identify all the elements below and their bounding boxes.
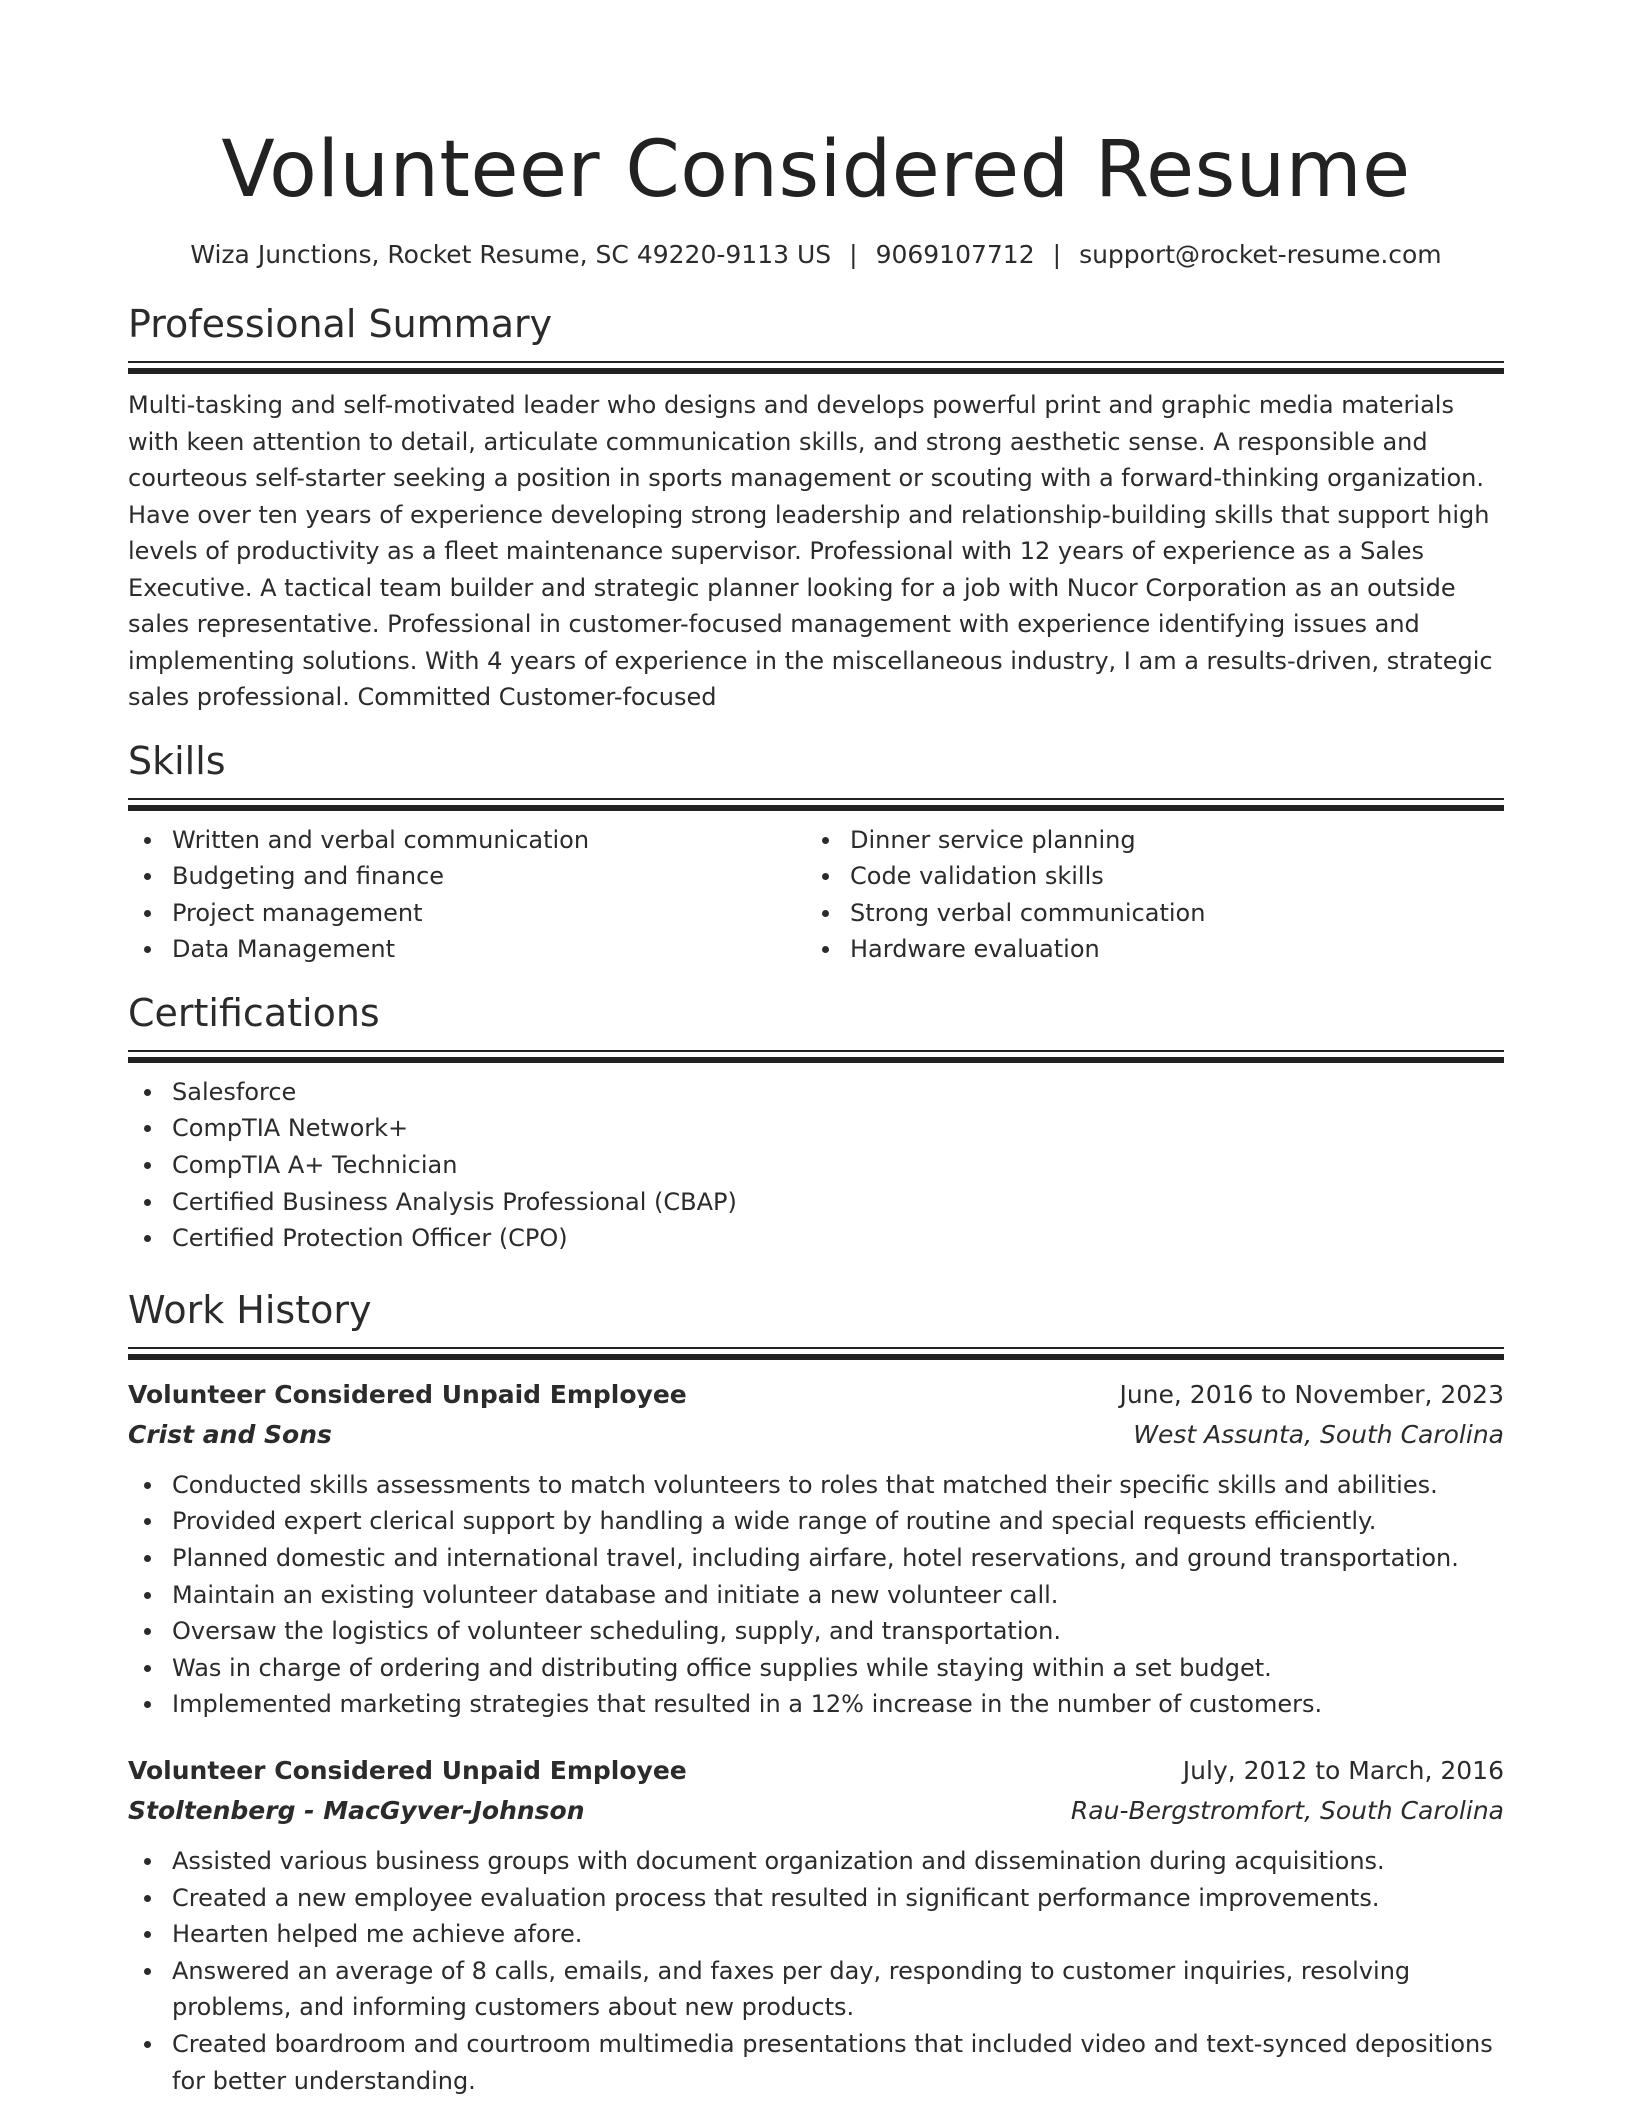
job-location: Rau-Bergstromfort, South Carolina <box>1070 1796 1504 1825</box>
certification-item: CompTIA Network+ <box>172 1110 1504 1147</box>
job-subheader <box>128 1791 1504 1831</box>
section-divider <box>128 1050 1504 1064</box>
certifications-list <box>128 1074 1504 1257</box>
summary-heading: Professional Summary <box>128 302 553 346</box>
contact-phone: 9069107712 <box>875 240 1035 269</box>
skills-grid <box>128 822 1504 968</box>
section-divider <box>128 798 1504 812</box>
summary-text: Multi-tasking and self-motivated leader who designs and develops powerful print and graphic media materials with keen attention to detail, articulate communication skills, and strong aesthetic sense. A responsible and courteous self-starter seeking a position in sports management or scouting with a forward-thinking organization. Have over ten years of experience developing strong leadership and relationship-building skills that support high levels of productivity as a fleet maintenance supervisor. Professional with 12 years of experience as a Sales Executive. A tactical team builder and strategic planner looking for a job with Nucor Corporation as an outside sales representative. Professional in customer-focused management with experience identifying issues and implementing solutions. With 4 years of experience in the miscellaneous industry, I am a results-driven, strategic sales professional. Committed Customer-focused <box>128 391 1493 711</box>
job-dates: June, 2016 to November, 2023 <box>1119 1379 1504 1409</box>
job-entry <box>128 1375 1504 1723</box>
contact-separator: | <box>849 240 858 269</box>
skill-item: Project management <box>172 895 806 932</box>
work-history-section <box>128 1285 1504 2099</box>
skills-column-left <box>128 822 806 968</box>
work-history-heading: Work History <box>128 1287 372 1332</box>
job-duty: Oversaw the logistics of volunteer scheduling, supply, and transportation. <box>172 1613 1504 1650</box>
section-divider <box>128 361 1504 375</box>
job-location: West Assunta, South Carolina <box>1133 1419 1504 1449</box>
summary-section <box>128 299 1504 716</box>
job-duty: Was in charge of ordering and distributing office supplies while staying within a set budget. <box>172 1650 1504 1687</box>
job-title: Volunteer Considered Unpaid Employee <box>128 1379 687 1409</box>
job-duty: Planned domestic and international travel, including airfare, hotel reservations, and ground transportation. <box>172 1540 1504 1577</box>
contact-line <box>128 238 1504 272</box>
skills-column-right <box>806 822 1484 968</box>
job-duty: Provided expert clerical support by handling a wide range of routine and special requests efficiently. <box>172 1503 1504 1540</box>
skills-section <box>128 736 1504 968</box>
job-duty: Conducted skills assessments to match volunteers to roles that matched their specific skills and abilities. <box>172 1467 1504 1504</box>
job-duty: Created boardroom and courtroom multimedia presentations that included video and text-synced depositions for better understanding. <box>172 2026 1504 2099</box>
resume-page <box>128 0 1504 2099</box>
job-company: Stoltenberg - MacGyver-Johnson <box>128 1796 585 1825</box>
job-duties <box>128 1843 1504 2099</box>
skill-item: Hardware evaluation <box>850 931 1484 968</box>
certification-item: CompTIA A+ Technician <box>172 1147 1504 1184</box>
skill-item: Data Management <box>172 931 806 968</box>
section-divider <box>128 1347 1504 1361</box>
certification-item: Salesforce <box>172 1074 1504 1111</box>
job-duty: Maintain an existing volunteer database and initiate a new volunteer call. <box>172 1577 1504 1614</box>
job-entry <box>128 1751 1504 2099</box>
certification-item: Certified Protection Officer (CPO) <box>172 1220 1504 1257</box>
skills-heading: Skills <box>128 738 226 783</box>
job-duty: Implemented marketing strategies that resulted in a 12% increase in the number of customers. <box>172 1686 1504 1723</box>
skill-item: Dinner service planning <box>850 822 1484 859</box>
job-duties <box>128 1467 1504 1723</box>
contact-address: Wiza Junctions, Rocket Resume, SC 49220-9113 US <box>190 240 832 269</box>
certification-item: Certified Business Analysis Professional (CBAP) <box>172 1184 1504 1221</box>
job-dates: July, 2012 to March, 2016 <box>1182 1756 1504 1785</box>
skill-item: Written and verbal communication <box>172 822 806 859</box>
contact-email: support@rocket-resume.com <box>1079 240 1442 269</box>
job-subheader <box>128 1415 1504 1455</box>
contact-separator: | <box>1052 240 1062 269</box>
skill-item: Budgeting and finance <box>172 858 806 895</box>
skill-item: Strong verbal communication <box>850 895 1484 932</box>
job-duty: Assisted various business groups with document organization and dissemination during acquisitions. <box>172 1843 1504 1880</box>
job-company: Crist and Sons <box>128 1419 332 1449</box>
job-duty: Hearten helped me achieve afore. <box>172 1916 1504 1953</box>
job-header <box>128 1375 1504 1415</box>
certifications-heading: Certifications <box>128 990 380 1035</box>
job-header <box>128 1751 1504 1791</box>
certifications-section <box>128 988 1504 1257</box>
job-duty: Answered an average of 8 calls, emails, and faxes per day, responding to customer inquiries, resolving problems, and informing customers about new products. <box>172 1953 1504 2026</box>
job-title: Volunteer Considered Unpaid Employee <box>128 1756 687 1785</box>
job-duty: Created a new employee evaluation process that resulted in significant performance improvements. <box>172 1880 1504 1917</box>
skill-item: Code validation skills <box>850 858 1484 895</box>
resume-title: Volunteer Considered Resume <box>221 125 1411 215</box>
